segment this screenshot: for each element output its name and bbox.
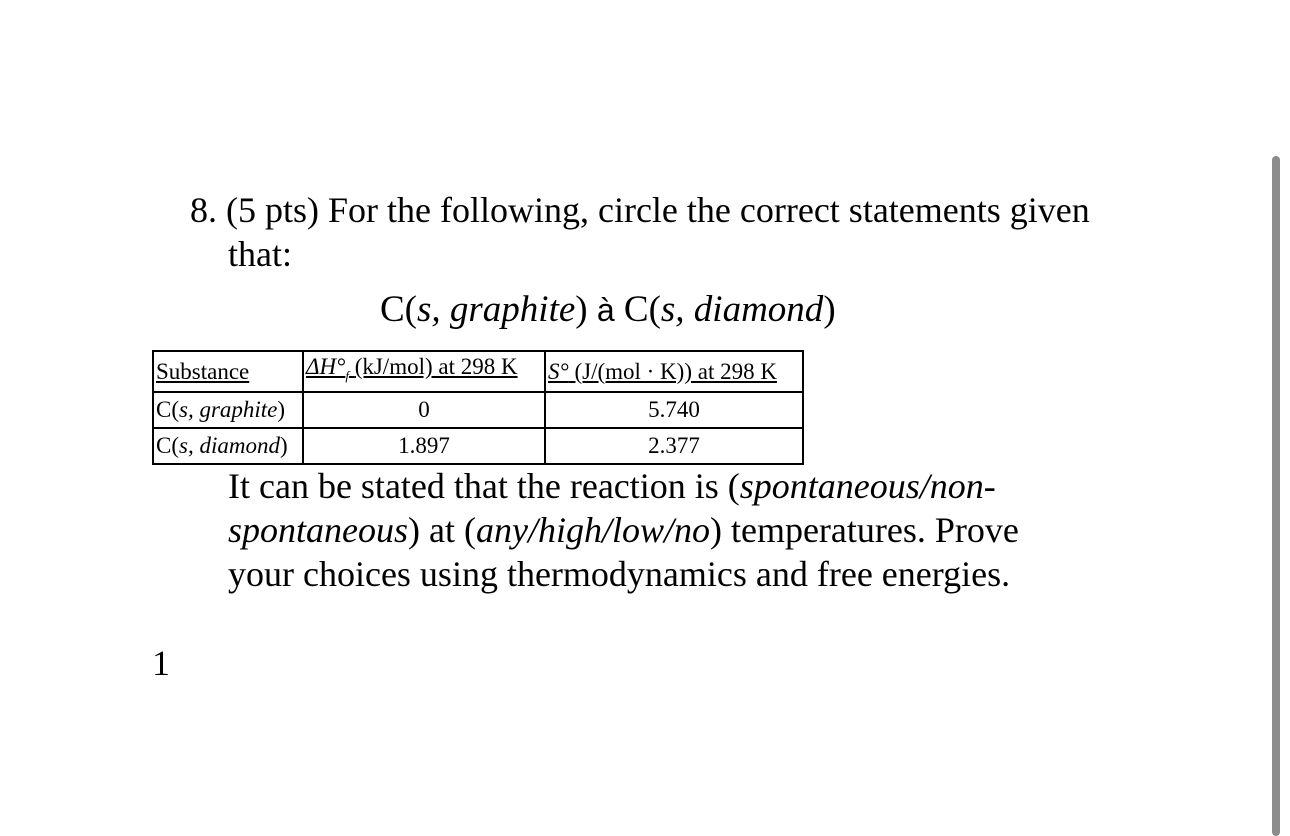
question-line-1 (190, 188, 1090, 232)
entropy-unit: (J/(mol · K)) at 298 K (574, 358, 777, 384)
question-points: (5 pts) (226, 190, 319, 230)
table-header-row (153, 351, 803, 392)
product-suffix: ) (823, 289, 836, 330)
substance-cell: C(s, diamond) (153, 428, 303, 464)
statement-line-2: spontaneous) at (any/high/low/no) temperatures. Prove (228, 510, 1019, 550)
entropy-cell: 5.740 (545, 392, 803, 428)
entropy-cell: 2.377 (545, 428, 803, 464)
header-enthalpy (303, 351, 545, 392)
question-prompt-cont: that: (228, 234, 292, 274)
choice-temperature: any/high/low/no (475, 510, 710, 550)
statement-line-3: your choices using thermodynamics and free energies. (228, 554, 1011, 594)
header-substance: Substance (153, 351, 303, 392)
substance-cell: C(s, graphite) (153, 392, 303, 428)
thermodynamic-data-table (152, 350, 804, 465)
page-number: 1 (152, 643, 170, 683)
enthalpy-symbol: ΔH° (306, 354, 346, 379)
choice-spontaneity-cont: spontaneous (228, 510, 408, 550)
choice-spontaneity: spontaneous/non- (739, 466, 996, 506)
enthalpy-unit: (kJ/mol) at 298 K (354, 354, 518, 379)
header-entropy (545, 351, 803, 392)
table-row (153, 428, 803, 464)
reactant-prefix: C( (380, 289, 417, 330)
reactant-suffix: ) (575, 289, 588, 330)
enthalpy-cell: 1.897 (303, 428, 545, 464)
table-row (153, 392, 803, 428)
statement-line-1: It can be stated that the reaction is (spontaneous/non- (228, 466, 996, 506)
product-prefix: C( (623, 289, 661, 330)
question-line-2 (228, 232, 292, 276)
question-number: 8. (190, 190, 217, 230)
reactant-state: s, graphite (417, 289, 576, 330)
vertical-scrollbar[interactable] (1272, 156, 1280, 836)
enthalpy-cell: 0 (303, 392, 545, 428)
product-state: s, diamond (660, 289, 824, 330)
enthalpy-subscript: f (345, 368, 349, 383)
entropy-symbol: S° (548, 358, 569, 384)
question-prompt: For the following, circle the correct statements given (328, 190, 1090, 230)
reaction-arrow: à (596, 292, 615, 328)
reaction-equation (380, 288, 836, 332)
